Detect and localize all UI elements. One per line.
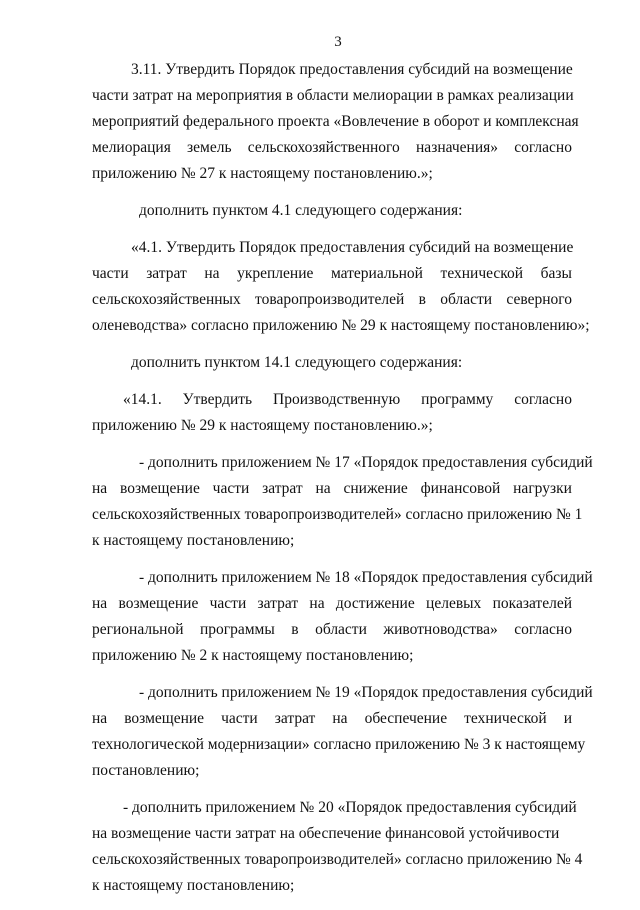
word: согласно (514, 391, 572, 408)
word: сельскохозяйственных (92, 291, 241, 308)
text-line-justified (92, 135, 572, 161)
word: области (440, 291, 493, 308)
page-number: 3 (334, 34, 342, 50)
word: на (92, 480, 108, 497)
word: возмещение (118, 595, 199, 612)
text-line: мероприятий федерального проекта «Вовлечение в оборот и комплексная (92, 113, 579, 130)
text-line: постановлению; (92, 762, 200, 779)
word: укрепление (237, 265, 314, 282)
text-line-justified (92, 476, 572, 502)
paragraph-add-4-1 (92, 198, 572, 224)
word: области (315, 621, 367, 638)
paragraph-add-14-1 (92, 350, 572, 376)
word: товаропроизводителей (255, 291, 405, 308)
word: затрат (274, 710, 316, 727)
word: затрат (257, 595, 299, 612)
text-line: к настоящему постановлению; (92, 877, 295, 894)
word: «14.1. (123, 391, 162, 408)
text-line: - дополнить приложением № 17 «Порядок предоставления субсидий (139, 454, 593, 471)
paragraph-4-1 (92, 235, 590, 339)
text-line-justified (92, 261, 572, 287)
word: показателей (492, 595, 572, 612)
word: назначения» (416, 139, 499, 156)
text-line: приложению № 27 к настоящему постановлению.»; (92, 165, 433, 182)
paragraph-appendix-20 (92, 795, 583, 899)
text-line: приложению № 29 к настоящему постановлению.»; (92, 417, 433, 434)
text-line: - дополнить приложением № 18 «Порядок предоставления субсидий (139, 569, 593, 586)
word: возмещение (124, 710, 205, 727)
word: снижение (343, 480, 408, 497)
word: затрат (262, 480, 303, 497)
text-line-justified (92, 287, 572, 313)
word: финансовой (420, 480, 501, 497)
word: сельскохозяйственного (247, 139, 400, 156)
word: на (309, 595, 325, 612)
word: согласно (514, 621, 572, 638)
word: Утвердить (182, 391, 253, 408)
text-line: дополнить пунктом 14.1 следующего содержания: (131, 354, 463, 371)
word: затрат (146, 265, 187, 282)
text-line: технологической модернизации» согласно приложению № 3 к настоящему (92, 736, 586, 753)
text-line: на возмещение части затрат на обеспечение финансовой устойчивости (92, 825, 560, 842)
word: базы (540, 265, 572, 282)
word: согласно (514, 139, 572, 156)
paragraph-3-11 (92, 57, 579, 187)
text-line: 3.11. Утвердить Порядок предоставления субсидий на возмещение (131, 61, 573, 78)
word: на (92, 595, 108, 612)
word: и (563, 710, 572, 727)
text-line: - дополнить приложением № 19 «Порядок предоставления субсидий (139, 684, 593, 701)
text-line: сельскохозяйственных товаропроизводителей» согласно приложению № 4 (92, 851, 583, 868)
text-line: «4.1. Утвердить Порядок предоставления субсидий на возмещение (131, 239, 574, 256)
text-line: к настоящему постановлению; (92, 532, 295, 549)
word: земель (187, 139, 232, 156)
word: на (315, 480, 331, 497)
text-line: части затрат на мероприятия в области мелиорации в рамках реализации (92, 87, 574, 104)
word: технической (464, 710, 547, 727)
word: программу (421, 391, 494, 408)
paragraph-appendix-17 (92, 450, 593, 554)
word: части (209, 595, 247, 612)
word: в (418, 291, 426, 308)
word: Производственную (273, 391, 401, 408)
text-line-justified (92, 387, 572, 413)
word: части (221, 710, 258, 727)
word: региональной (92, 621, 184, 638)
text-line-justified (92, 617, 572, 643)
word: в (291, 621, 299, 638)
word: целевых (426, 595, 482, 612)
text-line: дополнить пунктом 4.1 следующего содержания: (139, 202, 463, 219)
text-line-justified (92, 591, 572, 617)
word: достижение (335, 595, 415, 612)
word: обеспечение (364, 710, 448, 727)
word: мелиорация (92, 139, 171, 156)
text-line: приложению № 2 к настоящему постановлению; (92, 647, 414, 664)
word: на (92, 710, 108, 727)
word: части (212, 480, 250, 497)
paragraph-appendix-18 (92, 565, 593, 669)
paragraph-appendix-19 (92, 680, 593, 784)
word: возмещение (120, 480, 200, 497)
text-line: оленеводства» согласно приложению № 29 к настоящему постановлению»; (92, 317, 590, 334)
word: части (92, 265, 129, 282)
word: технической (440, 265, 524, 282)
word: на (332, 710, 348, 727)
word: на (204, 265, 220, 282)
word: животноводства» (383, 621, 498, 638)
word: северного (506, 291, 572, 308)
document-body (92, 57, 593, 910)
word: нагрузки (513, 480, 572, 497)
paragraph-14-1 (92, 387, 572, 439)
text-line: сельскохозяйственных товаропроизводителей» согласно приложению № 1 (92, 506, 583, 523)
word: программы (199, 621, 275, 638)
word: материальной (330, 265, 423, 282)
text-line-justified (92, 706, 572, 732)
text-line: - дополнить приложением № 20 «Порядок предоставления субсидий (123, 799, 577, 816)
